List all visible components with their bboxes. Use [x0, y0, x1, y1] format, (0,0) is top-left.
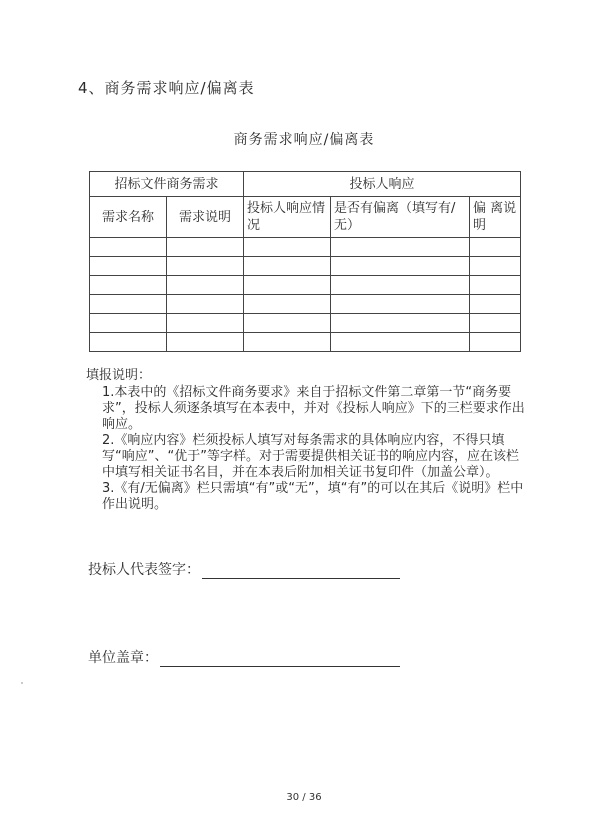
representative-signature-field: [88, 559, 400, 579]
col-header-has-deviation: 是否有偏离（填写有/无）: [331, 197, 470, 238]
table-row: [90, 314, 521, 333]
column-header-row: [90, 197, 521, 238]
table-cell[interactable]: [244, 238, 331, 257]
table-cell[interactable]: [331, 314, 470, 333]
table-cell[interactable]: [244, 314, 331, 333]
table-cell[interactable]: [331, 333, 470, 352]
col-header-requirement-name: 需求名称: [90, 197, 167, 238]
table-row: [90, 333, 521, 352]
table-cell[interactable]: [90, 295, 167, 314]
table-cell[interactable]: [470, 276, 521, 295]
section-heading: 4、商务需求响应/偏离表: [78, 79, 255, 97]
company-seal-field: [88, 647, 400, 667]
table-cell[interactable]: [244, 257, 331, 276]
seal-line[interactable]: [160, 652, 400, 667]
table-cell[interactable]: [244, 295, 331, 314]
col-header-requirement-description: 需求说明: [167, 197, 244, 238]
table-cell[interactable]: [167, 276, 244, 295]
table-cell[interactable]: [331, 295, 470, 314]
group-header-row: [90, 172, 521, 197]
table-cell[interactable]: [90, 314, 167, 333]
table-row: [90, 276, 521, 295]
representative-signature-label: 投标人代表签字：: [88, 562, 200, 578]
col-header-bidder-response: 投标人响应情况: [244, 197, 331, 238]
table-cell[interactable]: [244, 276, 331, 295]
table-cell[interactable]: [167, 295, 244, 314]
table-cell[interactable]: [90, 257, 167, 276]
table-title: 商务需求响应/偏离表: [233, 132, 375, 148]
table-cell[interactable]: [167, 333, 244, 352]
signature-line[interactable]: [202, 564, 400, 579]
instruction-item: 2.《响应内容》栏须投标人填写对每条需求的具体响应内容，不得只填写“响应”、“优于”等字样。对于需要提供相关证书的响应内容，应在该栏中填写相关证书名目，并在本表后附加相关证书复印件（加盖公章）。: [102, 433, 519, 480]
table-cell[interactable]: [167, 257, 244, 276]
table-cell[interactable]: [331, 276, 470, 295]
table-row: [90, 295, 521, 314]
table-cell[interactable]: [331, 257, 470, 276]
table-cell[interactable]: [90, 238, 167, 257]
instruction-item: 1.本表中的《招标文件商务要求》来自于招标文件第二章第一节“商务要求”，投标人须逐条填写在本表中，并对《投标人响应》下的三栏要求作出响应。: [102, 385, 525, 432]
table-cell[interactable]: [470, 333, 521, 352]
instructions-heading: 填报说明：: [86, 368, 152, 383]
instruction-item: 3.《有/无偏离》栏只需填“有”或“无”，填“有”的可以在其后《说明》栏中作出说明。: [102, 481, 524, 512]
table-row: [90, 257, 521, 276]
table-cell[interactable]: [470, 314, 521, 333]
page-number: 30 / 36: [286, 792, 322, 803]
table-cell[interactable]: [90, 276, 167, 295]
table-row: [90, 238, 521, 257]
table-cell[interactable]: [470, 295, 521, 314]
company-seal-label: 单位盖章：: [88, 650, 158, 666]
response-deviation-table: [89, 171, 521, 352]
table-cell[interactable]: [90, 333, 167, 352]
scan-speck: [21, 682, 23, 684]
col-header-deviation-note: 偏 离说明: [470, 197, 521, 238]
group-header-bidder-response: 投标人响应: [244, 172, 521, 197]
table-cell[interactable]: [244, 333, 331, 352]
table-cell[interactable]: [470, 238, 521, 257]
table-cell[interactable]: [470, 257, 521, 276]
group-header-tender-requirements: 招标文件商务需求: [90, 172, 244, 197]
table-cell[interactable]: [167, 238, 244, 257]
table-cell[interactable]: [167, 314, 244, 333]
filling-instructions: [86, 368, 526, 513]
table-cell[interactable]: [331, 238, 470, 257]
